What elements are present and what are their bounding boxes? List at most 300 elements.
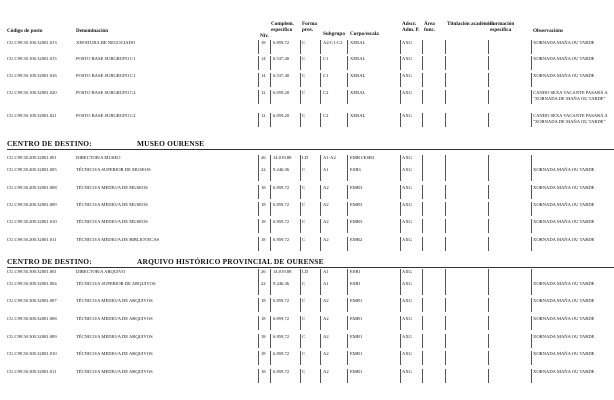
cell-adscr: AXG bbox=[402, 90, 412, 95]
cell-denominacion: TÉCNICO/A MEDIO/A DE MUSEOS bbox=[76, 202, 148, 207]
cell-codigo: CU.C99.50.300.32001.004 bbox=[7, 281, 57, 286]
cell-complemento: 9.246,36 bbox=[273, 167, 290, 172]
cell-adscr: AXG bbox=[402, 316, 412, 321]
cell-border bbox=[270, 298, 271, 312]
centro-destino-label: CENTRO DE DESTINO: bbox=[7, 257, 92, 266]
cell-border bbox=[488, 334, 489, 348]
cell-adscr: AXG bbox=[402, 185, 412, 190]
cell-corpo: EMB1 bbox=[350, 298, 363, 303]
cell-nivel: 18 bbox=[261, 316, 266, 321]
cell-border bbox=[300, 73, 301, 87]
cell-observacions: XORNADA MAÑA OU TARDE bbox=[533, 202, 595, 207]
cell-border bbox=[300, 167, 301, 181]
cell-border bbox=[531, 334, 532, 348]
cell-border bbox=[400, 113, 401, 127]
cell-border bbox=[300, 298, 301, 312]
cell-border bbox=[445, 298, 446, 312]
cell-adscr: AXG bbox=[402, 202, 412, 207]
cell-border bbox=[422, 334, 423, 348]
cell-forma: C bbox=[302, 369, 306, 374]
cell-border bbox=[258, 56, 259, 70]
cell-denominacion: POSTO BASE SUBGRUPO C2 bbox=[76, 113, 136, 118]
cell-codigo: CU.C99.50.300.32001.008 bbox=[7, 316, 57, 321]
cell-subgrupo: C2 bbox=[323, 113, 329, 118]
cell-border bbox=[488, 90, 489, 104]
cell-border bbox=[400, 219, 401, 233]
cell-border bbox=[445, 202, 446, 216]
cell-complemento: 6.859,72 bbox=[273, 40, 290, 45]
cell-forma: C bbox=[302, 281, 306, 286]
cell-border bbox=[400, 334, 401, 348]
cell-observacions: XORNADA MAÑA OU TARDE bbox=[533, 334, 595, 339]
cell-forma: C bbox=[302, 219, 306, 224]
cell-border bbox=[422, 40, 423, 54]
header-subgrupo: Subgrupo bbox=[323, 31, 345, 37]
cell-border bbox=[320, 334, 321, 348]
cell-border bbox=[422, 202, 423, 216]
header-corpo: Corpo/escala bbox=[350, 31, 379, 37]
cell-corpo: XERAL bbox=[350, 113, 366, 118]
cell-corpo: EMB1 bbox=[350, 369, 363, 374]
cell-border bbox=[300, 237, 301, 251]
cell-border bbox=[531, 281, 532, 295]
cell-subgrupo: A2 bbox=[323, 185, 329, 190]
cell-border bbox=[445, 167, 446, 181]
centro-destino-label: CENTRO DE DESTINO: bbox=[7, 139, 92, 148]
cell-forma: C bbox=[302, 237, 306, 242]
cell-corpo: EMB3 bbox=[350, 202, 363, 207]
cell-border bbox=[400, 90, 401, 104]
cell-border bbox=[400, 316, 401, 330]
cell-codigo: CU.C99.50.300.32001.009 bbox=[7, 334, 57, 339]
cell-complemento: 6.859,72 bbox=[273, 219, 290, 224]
cell-observacions: XORNADA MAÑA OU TARDE bbox=[533, 40, 595, 45]
cell-codigo: CU.C99.50.100.32001.013 bbox=[7, 40, 57, 45]
cell-codigo: CU.C99.50.300.32001.007 bbox=[7, 298, 57, 303]
cell-border bbox=[445, 281, 446, 295]
cell-subgrupo: A2 bbox=[323, 219, 329, 224]
cell-corpo: ESB3 bbox=[350, 167, 361, 172]
centro-destino-heading bbox=[7, 139, 205, 148]
cell-border bbox=[300, 334, 301, 348]
cell-border bbox=[531, 316, 532, 330]
cell-border bbox=[320, 73, 321, 87]
cell-forma: LD bbox=[302, 269, 309, 274]
cell-nivel: 18 bbox=[261, 40, 266, 45]
cell-border bbox=[400, 298, 401, 312]
cell-border bbox=[320, 185, 321, 199]
cell-codigo: CU.C99.50.100.32001.015 bbox=[7, 56, 57, 61]
cell-subgrupo: A2-C1-C2 bbox=[323, 40, 343, 45]
cell-nivel: 12 bbox=[261, 113, 266, 118]
cell-nivel: 22 bbox=[261, 167, 266, 172]
header-formacion-1: Formación bbox=[490, 21, 515, 27]
cell-denominacion: TÉCNICO/A MEDIO/A DE ARQUIVOS bbox=[76, 298, 153, 303]
cell-corpo: ESB1 bbox=[350, 281, 361, 286]
header-forma-2: prov. bbox=[302, 27, 314, 33]
cell-denominacion: POSTO BASE SUBGRUPO C2 bbox=[76, 90, 136, 95]
cell-observacions: XORNADA MAÑA OU TARDE bbox=[533, 281, 595, 286]
cell-denominacion: TÉCNICO/A MEDIO/A DE ARQUIVOS bbox=[76, 316, 153, 321]
header-area-1: Área bbox=[424, 21, 435, 27]
cell-border bbox=[488, 56, 489, 70]
section-divider bbox=[7, 149, 614, 150]
cell-forma: C bbox=[302, 185, 306, 190]
cell-border bbox=[422, 369, 423, 383]
cell-border bbox=[347, 202, 348, 216]
cell-corpo: EMB1/ESB3 bbox=[350, 155, 375, 160]
cell-border bbox=[422, 113, 423, 127]
cell-border bbox=[320, 56, 321, 70]
cell-border bbox=[347, 316, 348, 330]
header-area-2: func. bbox=[424, 27, 436, 33]
cell-adscr: AXG bbox=[402, 40, 412, 45]
cell-subgrupo: A1-A2 bbox=[323, 155, 336, 160]
cell-denominacion: TÉCNICO/A MEDIO/A DE ARQUIVOS bbox=[76, 369, 153, 374]
cell-denominacion: TÉCNICO/A SUPERIOR DE MUSEOS bbox=[76, 167, 151, 172]
cell-border bbox=[258, 281, 259, 295]
cell-border bbox=[320, 316, 321, 330]
cell-corpo: EMB1 bbox=[350, 316, 363, 321]
cell-denominacion: XEFATURA DE NEGOCIADO bbox=[76, 40, 136, 45]
cell-observacions: XORNADA MAÑA OU TARDE bbox=[533, 73, 595, 78]
cell-border bbox=[258, 351, 259, 365]
cell-border bbox=[422, 56, 423, 70]
cell-border bbox=[422, 167, 423, 181]
cell-nivel: 14 bbox=[261, 56, 266, 61]
cell-border bbox=[258, 369, 259, 383]
cell-border bbox=[300, 113, 301, 127]
cell-border bbox=[347, 334, 348, 348]
cell-border bbox=[347, 351, 348, 365]
cell-codigo: CU.C99.50.200.32001.008 bbox=[7, 185, 57, 190]
cell-forma: C bbox=[302, 73, 306, 78]
cell-border bbox=[488, 185, 489, 199]
cell-border bbox=[347, 90, 348, 104]
cell-denominacion: TÉCNICO/A MEDIO/A DE MUSEOS bbox=[76, 219, 148, 224]
cell-border bbox=[422, 237, 423, 251]
cell-observacions: CANDO SEXA VACANTE PASARÁ A "XORNADA DE MAÑA OU TARDE" bbox=[533, 113, 608, 124]
cell-border bbox=[270, 369, 271, 383]
cell-border bbox=[300, 40, 301, 54]
header-codigo: Código de posto bbox=[7, 28, 43, 34]
cell-codigo: CU.C99.50.200.32001.011 bbox=[7, 237, 57, 242]
cell-border bbox=[488, 219, 489, 233]
cell-complemento: 9.246,36 bbox=[273, 281, 290, 286]
cell-border bbox=[422, 316, 423, 330]
cell-denominacion: TÉCNICO/A MEDIO/A DE ARQUIVOS bbox=[76, 351, 153, 356]
cell-observacions: XORNADA MAÑA OU TARDE bbox=[533, 351, 595, 356]
cell-denominacion: TÉCNICO/A MEDIO/A DE MUSEOS bbox=[76, 185, 148, 190]
cell-border bbox=[400, 281, 401, 295]
cell-corpo: XERAL bbox=[350, 56, 366, 61]
cell-nivel: 18 bbox=[261, 219, 266, 224]
cell-border bbox=[320, 202, 321, 216]
cell-observacions: XORNADA MAÑA OU TARDE bbox=[533, 237, 595, 242]
cell-border bbox=[488, 351, 489, 365]
cell-subgrupo: C2 bbox=[323, 90, 329, 95]
cell-adscr: AXG bbox=[402, 219, 412, 224]
cell-border bbox=[488, 298, 489, 312]
cell-subgrupo: C1 bbox=[323, 73, 329, 78]
cell-nivel: 18 bbox=[261, 369, 266, 374]
cell-codigo: CU.C99.50.200.32001.010 bbox=[7, 219, 57, 224]
cell-adscr: AXG bbox=[402, 113, 412, 118]
cell-adscr: AXG bbox=[402, 281, 412, 286]
cell-denominacion: TÉCNICO/A MEDIO/A DE ARQUIVOS bbox=[76, 334, 153, 339]
cell-forma: C bbox=[302, 298, 306, 303]
cell-border bbox=[445, 73, 446, 87]
cell-corpo: EMB1 bbox=[350, 351, 363, 356]
cell-subgrupo: A1 bbox=[323, 269, 329, 274]
cell-border bbox=[445, 185, 446, 199]
cell-subgrupo: A2 bbox=[323, 334, 329, 339]
cell-subgrupo: A1 bbox=[323, 281, 329, 286]
cell-forma: C bbox=[302, 40, 306, 45]
header-complemento-2: específico bbox=[271, 27, 293, 33]
cell-border bbox=[422, 281, 423, 295]
cell-border bbox=[422, 298, 423, 312]
cell-border bbox=[258, 185, 259, 199]
cell-border bbox=[320, 237, 321, 251]
cell-subgrupo: A2 bbox=[323, 298, 329, 303]
cell-border bbox=[488, 113, 489, 127]
cell-border bbox=[270, 167, 271, 181]
cell-border bbox=[258, 298, 259, 312]
cell-border bbox=[400, 202, 401, 216]
cell-border bbox=[445, 90, 446, 104]
cell-border bbox=[531, 219, 532, 233]
cell-adscr: AXG bbox=[402, 237, 412, 242]
cell-forma: C bbox=[302, 167, 306, 172]
cell-adscr: AXG bbox=[402, 298, 412, 303]
cell-border bbox=[270, 90, 271, 104]
cell-observacions: XORNADA MAÑA OU TARDE bbox=[533, 56, 595, 61]
cell-border bbox=[320, 281, 321, 295]
cell-border bbox=[270, 56, 271, 70]
cell-border bbox=[531, 202, 532, 216]
cell-observacions: XORNADA MAÑA OU TARDE bbox=[533, 167, 595, 172]
cell-border bbox=[347, 113, 348, 127]
cell-nivel: 18 bbox=[261, 202, 266, 207]
cell-adscr: AXG bbox=[402, 73, 412, 78]
cell-border bbox=[320, 219, 321, 233]
cell-border bbox=[531, 73, 532, 87]
cell-border bbox=[300, 281, 301, 295]
cell-border bbox=[258, 237, 259, 251]
cell-border bbox=[300, 185, 301, 199]
cell-observacions: CANDO SEXA VACANTE PASARÁ A "XORNADA DE MAÑA OU TARDE" bbox=[533, 90, 608, 101]
cell-complemento: 6.537,40 bbox=[273, 56, 290, 61]
cell-codigo: CU.C99.50.100.32001.021 bbox=[7, 113, 57, 118]
header-formacion-2: específica bbox=[490, 27, 512, 33]
cell-border bbox=[258, 334, 259, 348]
cell-border bbox=[300, 316, 301, 330]
cell-nivel: 18 bbox=[261, 237, 266, 242]
cell-border bbox=[488, 40, 489, 54]
cell-border bbox=[270, 281, 271, 295]
cell-forma: C bbox=[302, 90, 306, 95]
cell-complemento: 6.859,72 bbox=[273, 202, 290, 207]
cell-border bbox=[347, 167, 348, 181]
cell-border bbox=[258, 113, 259, 127]
cell-nivel: 26 bbox=[261, 155, 266, 160]
cell-nivel: 26 bbox=[261, 269, 266, 274]
header-complemento-1: Complem. bbox=[271, 21, 294, 27]
cell-nivel: 18 bbox=[261, 351, 266, 356]
cell-border bbox=[422, 90, 423, 104]
cell-adscr: AXG bbox=[402, 269, 412, 274]
cell-border bbox=[400, 369, 401, 383]
cell-border bbox=[300, 56, 301, 70]
cell-border bbox=[258, 202, 259, 216]
header-adscr-2: Adm. P. bbox=[402, 27, 420, 33]
cell-corpo: EMB3 bbox=[350, 185, 363, 190]
cell-corpo: ESB1 bbox=[350, 269, 361, 274]
header-observacions: Observacións bbox=[533, 28, 563, 34]
cell-denominacion: DIRECTOR/A ARQUIVO bbox=[76, 269, 126, 274]
cell-complemento: 6.859,72 bbox=[273, 334, 290, 339]
cell-border bbox=[270, 202, 271, 216]
cell-complemento: 6.859,72 bbox=[273, 298, 290, 303]
cell-border bbox=[258, 219, 259, 233]
cell-complemento: 6.859,72 bbox=[273, 185, 290, 190]
cell-border bbox=[320, 113, 321, 127]
cell-border bbox=[347, 40, 348, 54]
cell-subgrupo: A2 bbox=[323, 202, 329, 207]
cell-border bbox=[531, 56, 532, 70]
cell-border bbox=[300, 219, 301, 233]
cell-border bbox=[300, 90, 301, 104]
cell-border bbox=[270, 113, 271, 127]
cell-border bbox=[488, 316, 489, 330]
cell-border bbox=[531, 40, 532, 54]
cell-nivel: 14 bbox=[261, 73, 266, 78]
cell-forma: C bbox=[302, 334, 306, 339]
cell-border bbox=[445, 237, 446, 251]
cell-corpo: EMB3 bbox=[350, 219, 363, 224]
cell-complemento: 6.059,20 bbox=[273, 90, 290, 95]
cell-adscr: AXG bbox=[402, 155, 412, 160]
cell-border bbox=[270, 316, 271, 330]
cell-border bbox=[422, 219, 423, 233]
cell-border bbox=[488, 237, 489, 251]
cell-border bbox=[445, 219, 446, 233]
cell-border bbox=[445, 40, 446, 54]
cell-border bbox=[347, 185, 348, 199]
cell-border bbox=[531, 369, 532, 383]
cell-border bbox=[531, 351, 532, 365]
cell-adscr: AXG bbox=[402, 369, 412, 374]
cell-complemento: 6.859,72 bbox=[273, 369, 290, 374]
centro-destino-name: ARQUIVO HISTÓRICO PROVINCIAL DE OURENSE bbox=[137, 257, 324, 266]
cell-border bbox=[531, 237, 532, 251]
cell-denominacion: TÉCNICO/A MEDIO/A DE BIBLIOTECAS bbox=[76, 237, 160, 242]
header-titulacion: Titulación académica bbox=[447, 21, 495, 27]
cell-corpo: EMB1 bbox=[350, 334, 363, 339]
cell-border bbox=[531, 167, 532, 181]
cell-border bbox=[445, 56, 446, 70]
cell-border bbox=[258, 167, 259, 181]
cell-complemento: 14.019,88 bbox=[273, 155, 292, 160]
cell-border bbox=[258, 73, 259, 87]
cell-border bbox=[400, 40, 401, 54]
cell-nivel: 18 bbox=[261, 298, 266, 303]
cell-corpo: XERAL bbox=[350, 40, 366, 45]
cell-forma: LD bbox=[302, 155, 309, 160]
cell-border bbox=[270, 334, 271, 348]
cell-forma: C bbox=[302, 316, 306, 321]
cell-denominacion: POSTO BASE SUBGRUPO C1 bbox=[76, 56, 136, 61]
cell-border bbox=[400, 56, 401, 70]
cell-border bbox=[422, 73, 423, 87]
cell-codigo: CU.C99.50.300.32001.001 bbox=[7, 269, 57, 274]
cell-border bbox=[445, 316, 446, 330]
cell-complemento: 6.859,72 bbox=[273, 237, 290, 242]
cell-border bbox=[270, 237, 271, 251]
cell-border bbox=[422, 351, 423, 365]
cell-border bbox=[258, 316, 259, 330]
cell-border bbox=[347, 237, 348, 251]
cell-border bbox=[320, 369, 321, 383]
cell-codigo: CU.C99.50.100.32001.020 bbox=[7, 90, 57, 95]
cell-border bbox=[347, 56, 348, 70]
cell-adscr: AXG bbox=[402, 167, 412, 172]
cell-border bbox=[400, 73, 401, 87]
header-denominacion: Denominación bbox=[76, 28, 108, 34]
cell-observacions: XORNADA MAÑA OU TARDE bbox=[533, 298, 595, 303]
cell-corpo: EMB2 bbox=[350, 237, 363, 242]
cell-border bbox=[488, 73, 489, 87]
cell-border bbox=[300, 202, 301, 216]
cell-border bbox=[531, 298, 532, 312]
cell-border bbox=[270, 219, 271, 233]
cell-border bbox=[488, 202, 489, 216]
cell-nivel: 18 bbox=[261, 185, 266, 190]
cell-denominacion: POSTO BASE SUBGRUPO C1 bbox=[76, 73, 136, 78]
cell-border bbox=[347, 281, 348, 295]
cell-forma: C bbox=[302, 351, 306, 356]
cell-border bbox=[400, 185, 401, 199]
cell-border bbox=[488, 281, 489, 295]
cell-border bbox=[270, 351, 271, 365]
cell-border bbox=[320, 40, 321, 54]
cell-subgrupo: A2 bbox=[323, 316, 329, 321]
cell-codigo: CU.C99.50.300.32001.011 bbox=[7, 369, 57, 374]
centro-destino-name: MUSEO OURENSE bbox=[137, 139, 205, 148]
cell-border bbox=[445, 369, 446, 383]
cell-complemento: 6.059,20 bbox=[273, 113, 290, 118]
cell-forma: C bbox=[302, 56, 306, 61]
cell-border bbox=[445, 351, 446, 365]
cell-forma: C bbox=[302, 202, 306, 207]
cell-adscr: AXG bbox=[402, 56, 412, 61]
cell-codigo: CU.C99.50.100.32001.016 bbox=[7, 73, 57, 78]
cell-border bbox=[270, 73, 271, 87]
cell-border bbox=[320, 351, 321, 365]
cell-border bbox=[320, 167, 321, 181]
cell-observacions: XORNADA MAÑA OU TARDE bbox=[533, 316, 595, 321]
centro-destino-heading bbox=[7, 257, 324, 266]
cell-codigo: CU.C99.50.200.32001.001 bbox=[7, 155, 57, 160]
cell-border bbox=[400, 167, 401, 181]
cell-subgrupo: C1 bbox=[323, 56, 329, 61]
cell-border bbox=[347, 73, 348, 87]
cell-border bbox=[445, 334, 446, 348]
cell-border bbox=[531, 113, 532, 127]
cell-border bbox=[258, 90, 259, 104]
cell-subgrupo: A2 bbox=[323, 351, 329, 356]
